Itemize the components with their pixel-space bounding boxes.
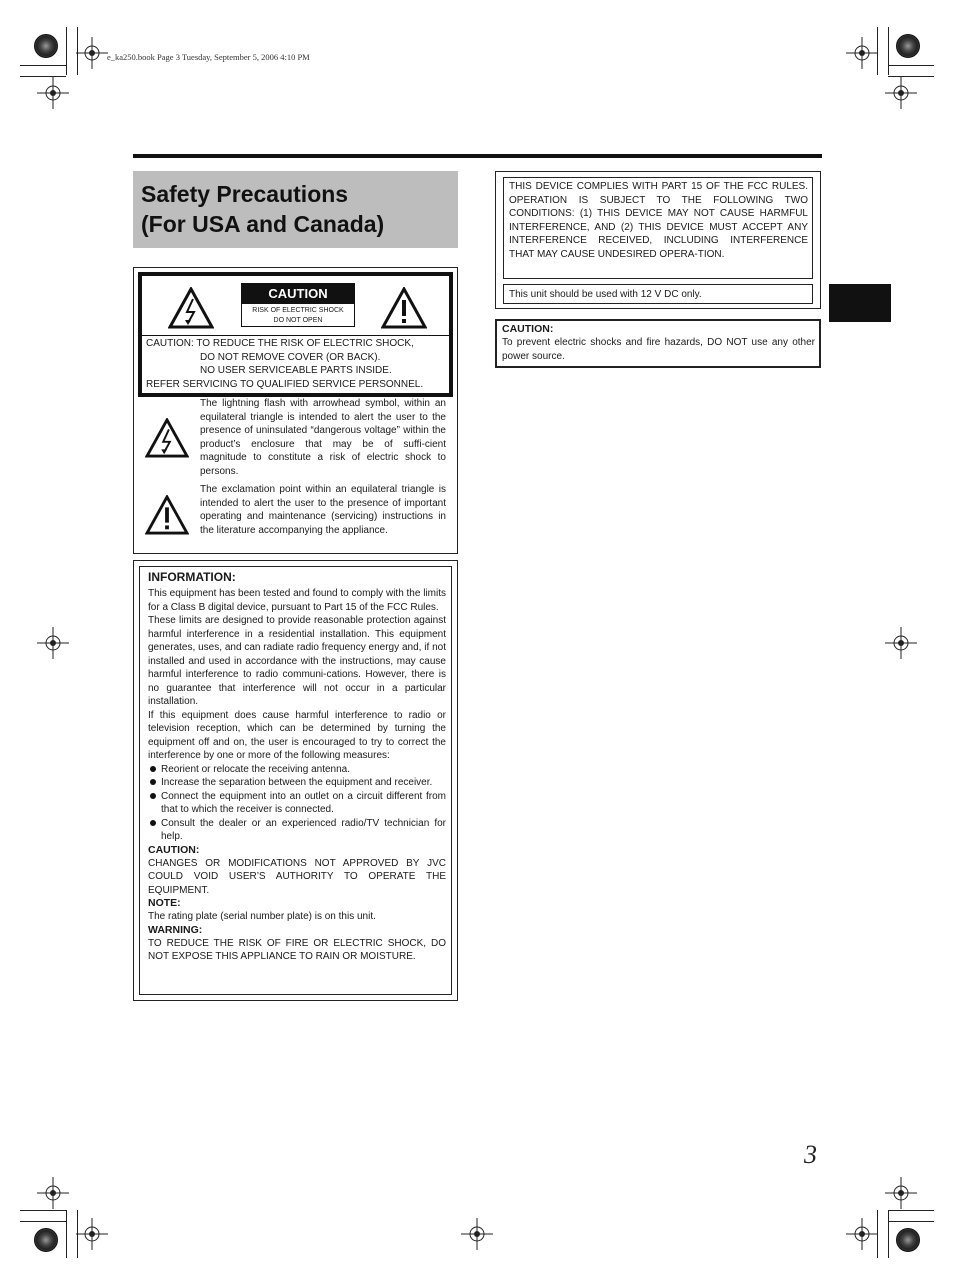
information-paragraph-1: This equipment has been tested and found to comply with the limits for a Class B digital device, pursuant to Part 15 of the FCC Rules. bbox=[148, 588, 446, 613]
power-note: This unit should be used with 12 V DC only. bbox=[509, 289, 702, 300]
list-item: Consult the dealer or an experienced radio/TV technician for help. bbox=[148, 817, 446, 844]
caution-label bbox=[241, 283, 355, 327]
exclamation-triangle-icon bbox=[381, 287, 427, 329]
top-rule bbox=[133, 154, 822, 158]
exclamation-triangle-icon bbox=[145, 495, 189, 535]
lightning-symbol-description: The lightning flash with arrowhead symbol, within an equilateral triangle is intended to alert the user to the presence of uninsulated “dangerous voltage” within the product’s enclosure that may be of suffi-cient magnitude to constitute a risk of electric shock to persons. bbox=[200, 398, 446, 477]
information-box bbox=[133, 560, 458, 1001]
caution-label-sub2: DO NOT OPEN bbox=[273, 317, 323, 324]
list-item: Reorient or relocate the receiving antenna. bbox=[148, 763, 446, 777]
print-header-note: e_ka250.book Page 3 Tuesday, September 5, 2006 4:10 PM bbox=[107, 52, 310, 62]
fcc-statement-frame bbox=[503, 177, 813, 279]
list-item: Increase the separation between the equipment and receiver. bbox=[148, 776, 446, 790]
crosshair-icon bbox=[37, 1177, 69, 1209]
fcc-statement: THIS DEVICE COMPLIES WITH PART 15 OF THE FCC RULES. OPERATION IS SUBJECT TO THE FOLLOWING TWO CONDITIONS: (1) THIS DEVICE MAY NOT CAUSE HARMFUL INTERFERENCE, AND (2) THIS DEVICE MUST ACCEPT ANY INTERFERENCE RECEIVED, INCLUDING INTERFERENCE THAT MAY CAUSE UNDESIRED OPERA-TION. bbox=[509, 181, 808, 260]
registration-dot-icon bbox=[896, 1228, 920, 1252]
caution-text: CAUTION: TO REDUCE THE RISK OF ELECTRIC SHOCK, DO NOT REMOVE COVER (OR BACK). NO USER SERVICEABLE PARTS INSIDE. REFER SERVICING TO QUALIFIED SERVICE PERSONNEL. bbox=[146, 338, 424, 390]
crosshair-icon bbox=[846, 37, 878, 69]
lightning-triangle-icon bbox=[168, 287, 214, 329]
power-caution-body: To prevent electric shocks and fire hazards, DO NOT use any other power source. bbox=[502, 337, 815, 362]
crosshair-icon bbox=[846, 1218, 878, 1250]
information-heading: INFORMATION: bbox=[148, 570, 236, 584]
lightning-triangle-icon bbox=[145, 418, 189, 458]
note-body: The rating plate (serial number plate) is on this unit. bbox=[148, 911, 376, 922]
caution-body: CHANGES OR MODIFICATIONS NOT APPROVED BY JVC COULD VOID USER’S AUTHORITY TO OPERATE THE EQUIPMENT. bbox=[148, 857, 446, 896]
crosshair-icon bbox=[37, 77, 69, 109]
caution-label-title: CAUTION bbox=[242, 284, 354, 304]
crosshair-icon bbox=[885, 627, 917, 659]
information-paragraph-3: If this equipment does cause harmful interference to radio or television reception, which can be determined by turning the equipment off and on, the user is encouraged to try to correct the interference by one or more of the following measures: bbox=[148, 709, 446, 761]
exclamation-symbol-description: The exclamation point within an equilateral triangle is intended to alert the user to the presence of important operating and maintenance (servicing) instructions in the literature accompanying the appliance. bbox=[200, 484, 446, 536]
crosshair-icon bbox=[885, 1177, 917, 1209]
title-line-2: (For USA and Canada) bbox=[141, 211, 385, 237]
crosshair-icon bbox=[461, 1218, 493, 1250]
page-title bbox=[133, 171, 458, 248]
note-heading: NOTE: bbox=[148, 897, 181, 909]
power-caution-heading: CAUTION: bbox=[502, 323, 554, 335]
warning-body: TO REDUCE THE RISK OF FIRE OR ELECTRIC SHOCK, DO NOT EXPOSE THIS APPLIANCE TO RAIN OR MOISTURE. bbox=[148, 937, 446, 962]
information-paragraph-2: These limits are designed to provide reasonable protection against harmful interference in a residential installation. This equipment generates, uses, and can radiate radio frequency energy and, if not installed and used in accordance with the instructions, may cause harmful interference to radio communi-cations. However, there is no guarantee that interference will not occur in a particular installation. bbox=[148, 615, 446, 707]
caution-panel bbox=[138, 272, 453, 397]
information-inner-frame bbox=[139, 566, 452, 995]
crosshair-icon bbox=[37, 627, 69, 659]
section-tab bbox=[829, 284, 891, 322]
page-number: 3 bbox=[804, 1140, 817, 1169]
fcc-box bbox=[495, 171, 821, 309]
caution-label-sub1: RISK OF ELECTRIC SHOCK bbox=[252, 307, 344, 314]
power-caution-box bbox=[495, 319, 821, 368]
list-item: Connect the equipment into an outlet on a circuit different from that to which the receiver is connected. bbox=[148, 790, 446, 817]
crosshair-icon bbox=[885, 77, 917, 109]
warning-heading: WARNING: bbox=[148, 923, 203, 936]
caution-heading: CAUTION: bbox=[148, 843, 200, 856]
crosshair-icon bbox=[76, 37, 108, 69]
registration-dot-icon bbox=[34, 1228, 58, 1252]
registration-dot-icon bbox=[896, 34, 920, 58]
crosshair-icon bbox=[76, 1218, 108, 1250]
power-note-frame bbox=[503, 284, 813, 304]
registration-dot-icon bbox=[34, 34, 58, 58]
caution-symbols-box bbox=[133, 267, 458, 554]
title-line-1: Safety Precautions bbox=[141, 181, 349, 207]
